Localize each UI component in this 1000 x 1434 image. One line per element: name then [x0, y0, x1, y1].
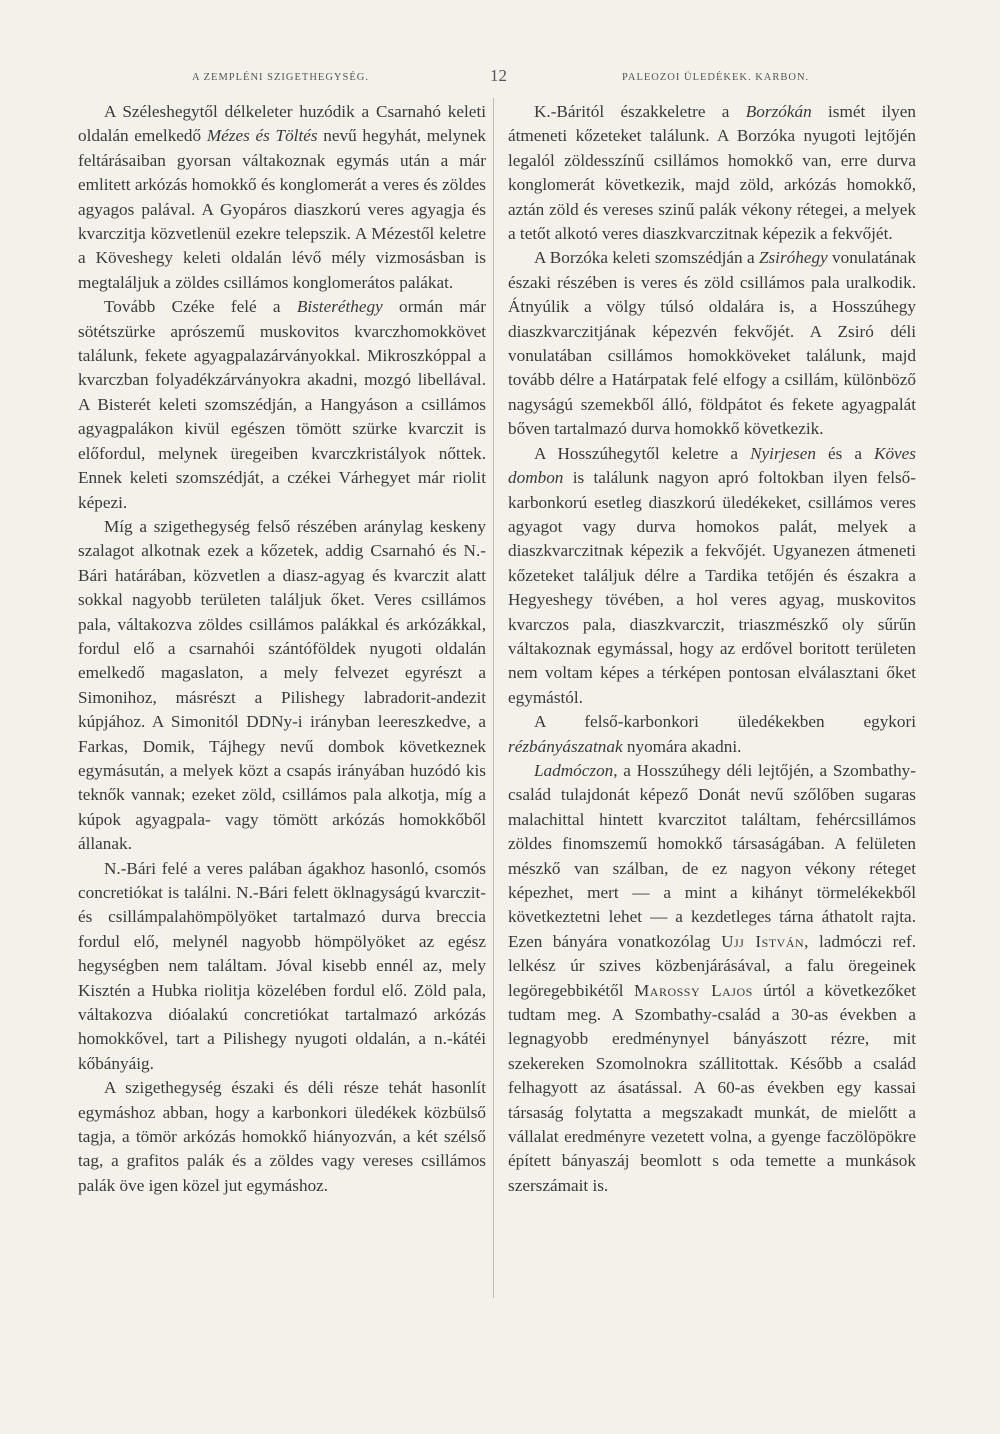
text-run: A Borzóka keleti szomszédján a: [534, 248, 759, 268]
paragraph: [508, 442, 916, 710]
italic-place-name: Bisteréthegy: [296, 297, 383, 317]
running-head-right: PALEOZOI ÜLEDÉKEK. KARBON.: [622, 72, 810, 83]
paragraph: [78, 857, 486, 1077]
person-name: Ujj István: [721, 931, 805, 951]
text-run: ormán már sötétszürke aprószemű muskovitos kvarczhomokkövet találunk, fekete agyagpalazárványokkal. Mikroszkóppal a kvarczban folyadékzárványokra akadni, mozgó libellával. A Bisterét keleti szomszédján, a Hangyáson a csillámos agyagpalákon kivül egészen tömött szürke kvarczit is előfordul, melynek üregeiben kvarczkristályok nőttek. Ennek keleti szomszédját, a czékei Várhegyet már riolit képezi.: [78, 297, 486, 512]
text-run: A szigethegység északi és déli része tehát hasonlít egymáshoz abban, hogy a karbonkori üledékek közbülső tagja, a tömör arkózás homokkő hiányozván, a két szélső tag, a grafitos palák és a zöldes vagy vereses csillámos palák öve igen közel jut egymáshoz.: [78, 1078, 486, 1195]
column-divider: [493, 98, 494, 1298]
text-run: és a: [815, 443, 874, 463]
text-run: úrtól a következőket tudtam meg. A Szombathy-család a 30-as években a legnagyobb eredménynyel bányászott rézre, mit szekereken Szomolnokra szállitottak. Később a család felhagyott az ásatással. A 60-as években egy kassai társaság folytatta a megszakadt munkát, de mielőtt a vállalat eredményre vezetett volna, a gyenge faczölöpökre épített bányaszáj beomlott s oda temette a munkások szerszámait is.: [508, 980, 917, 1195]
italic-place-name: Ladmóczon: [534, 760, 614, 780]
left-column: [78, 100, 486, 1198]
paragraph: [508, 246, 916, 441]
text-run: Tovább Czéke felé a: [104, 297, 297, 317]
text-run: A Hosszúhegytől keletre a: [534, 443, 751, 463]
italic-place-name: Mézes és Töltés: [206, 126, 318, 146]
text-run: A Széleshegytől délkeleter huzódik a Csarnahó keleti oldalán emelkedő: [78, 102, 486, 146]
text-run: nevű hegyhát, melynek feltárásaiban gyorsan váltakoznak egymás után a már emlitett arkózás homokkő és konglomerát a veres és zöldes agyagos palával. A Gyopáros diaszkorú veres agyagja és kvarczitja közvetlenül ezekre telepszik. A Mézestől keletre a Köveshegy keleti oldalán lévő mély vizmosásban is megtaláljuk a zöldes csillámos konglomerátos palákat.: [78, 126, 486, 292]
italic-place-name: Köves dombon: [508, 443, 916, 488]
right-column: [508, 100, 916, 1198]
page-number: 12: [490, 66, 507, 85]
person-name: Marossy Lajos: [634, 980, 753, 1000]
italic-place-name: rézbányászatnak: [508, 736, 623, 756]
italic-place-name: Nyirjesen: [750, 443, 816, 463]
italic-place-name: Borzókán: [745, 102, 812, 121]
paragraph: [508, 100, 916, 246]
paragraph: [508, 759, 916, 1198]
paragraph: [78, 295, 486, 515]
text-run: Míg a szigethegység felső részében aránylag keskeny szalagot alkotnak ezek a kőzetek, addig Csarnahó és N.-Bári határában, közvetlen a diasz-agyag és kvarczit alatt sokkal nagyobb területen találjuk őket. Veres csillámos pala, váltakozva zöldes csillámos palákkal és arkózákkal, fordul elő a csarnahói szántóföldek nyugoti oldalán emelkedő magaslaton, a mely felvezet egyrészt a Simonihoz, másrészt a Pilishegy labradorit-andezit kúpjához. A Simonitól DDNy-i irányban leereszkedve, a Farkas, Domik, Tájhegy nevű dombok következnek egymásután, a melyek közt a csapás irányában huzódó kis teknők vannak; ezeket zöld, csillámos pala alkotja, míg a kúpok agyagpala- vagy tömött arkózás homokkőből állanak.: [78, 516, 486, 854]
running-head-left: A ZEMPLÉNI SZIGETHEGYSÉG.: [192, 72, 369, 83]
paragraph: [508, 710, 916, 759]
paragraph: [78, 1076, 486, 1198]
paragraph: [78, 100, 486, 295]
text-run: vonulatának északi részében is veres és zöld csillámos pala uralkodik. Átnyúlik a völgy túlsó oldalára is, a Hosszúhegy diaszkvarczitjának képezvén fekvőjét. A Zsiró déli vonulatában csillámos homokköveket találunk, majd tovább délre a Határpatak felé elfogy a csillám, különböző nagyságú szemekből álló, földpátot és fekete agyagpalát bőven tartalmazó durva homokkő következik.: [508, 248, 917, 439]
text-run: , ladmóczi ref. lelkész úr szives közbenjárásával, a falu öregeinek legöregebbikétől: [508, 931, 916, 1000]
text-run: ismét ilyen átmeneti kőzeteket találunk. A Borzóka nyugoti lejtőjén legalól zöldesszínű csillámos homokkő van, erre durva konglomerát következik, majd zöld, arkózás homokkő, aztán zöld és vereses szinű palák vékony rétegei, a melyek a tetőt alkotó veres diaszkvarczitnak képezik a fekvőjét.: [508, 102, 916, 244]
italic-place-name: Zsiróhegy: [758, 248, 828, 268]
text-run: K.-Báritól északkeletre a: [534, 102, 746, 121]
text-run: A felső-karbonkori üledékekben egykori: [534, 712, 916, 732]
paragraph: [78, 515, 486, 857]
text-run: is találunk nagyon apró foltokban ilyen felső-karbonkorú esetleg diaszkorú üledékeket, csillámos veres agyagot vagy durva homokos palát, melyek a diaszkvarczitnak képezik a fekvőjét. Ugyanezen átmeneti kőzeteket találjuk délre a Tardika tetőjén és északra a Hegyeshegy tövében, a hol veres agyag, muskovitos kvarczos pala, diaszkvarczit, triaszmészkő oly sűrűn váltakoznak egymással, hogy az erdővel boritott területen nem voltam képes a térképen pontosan elválasztani őket egymástól.: [508, 468, 916, 707]
text-run: , a Hosszúhegy déli lejtőjén, a Szombathy-család tulajdonát képező Donát nevű szőlőben sugaras malachittal hintett kvarczitot találtam, fehércsillámos zöldes finomszemű homokkő társaságában. A felületen mészkő van szálban, de ez nagyon vékony réteget képezhet, mert — a mint a kihányt törmelékekből következtetni lehet — a kezdetleges tárna áthatolt rajta. Ezen bányára vonatkozólag: [508, 760, 916, 951]
text-run: nyomára akadni.: [622, 736, 742, 756]
text-run: N.-Bári felé a veres palában ágakhoz hasonló, csomós concretiókat is találni. N.-Bári felett öklnagyságú kvarczit- és csillámpalahömpölyöket tartalmazó durva breccia fordul elő, melynél nagyobb hömpölyöket az egész hegységben nem találtam. Jóval kisebb ennél az, mely Kisztén a Hubka riolitja közelében fordul elő. Zöld pala, váltakozva dióalakú concretiókat tartalmazó arkózás homokkővel, tart a Pilishegy nyugoti oldalán, a n.-kátéi kőbányáig.: [78, 858, 486, 1073]
